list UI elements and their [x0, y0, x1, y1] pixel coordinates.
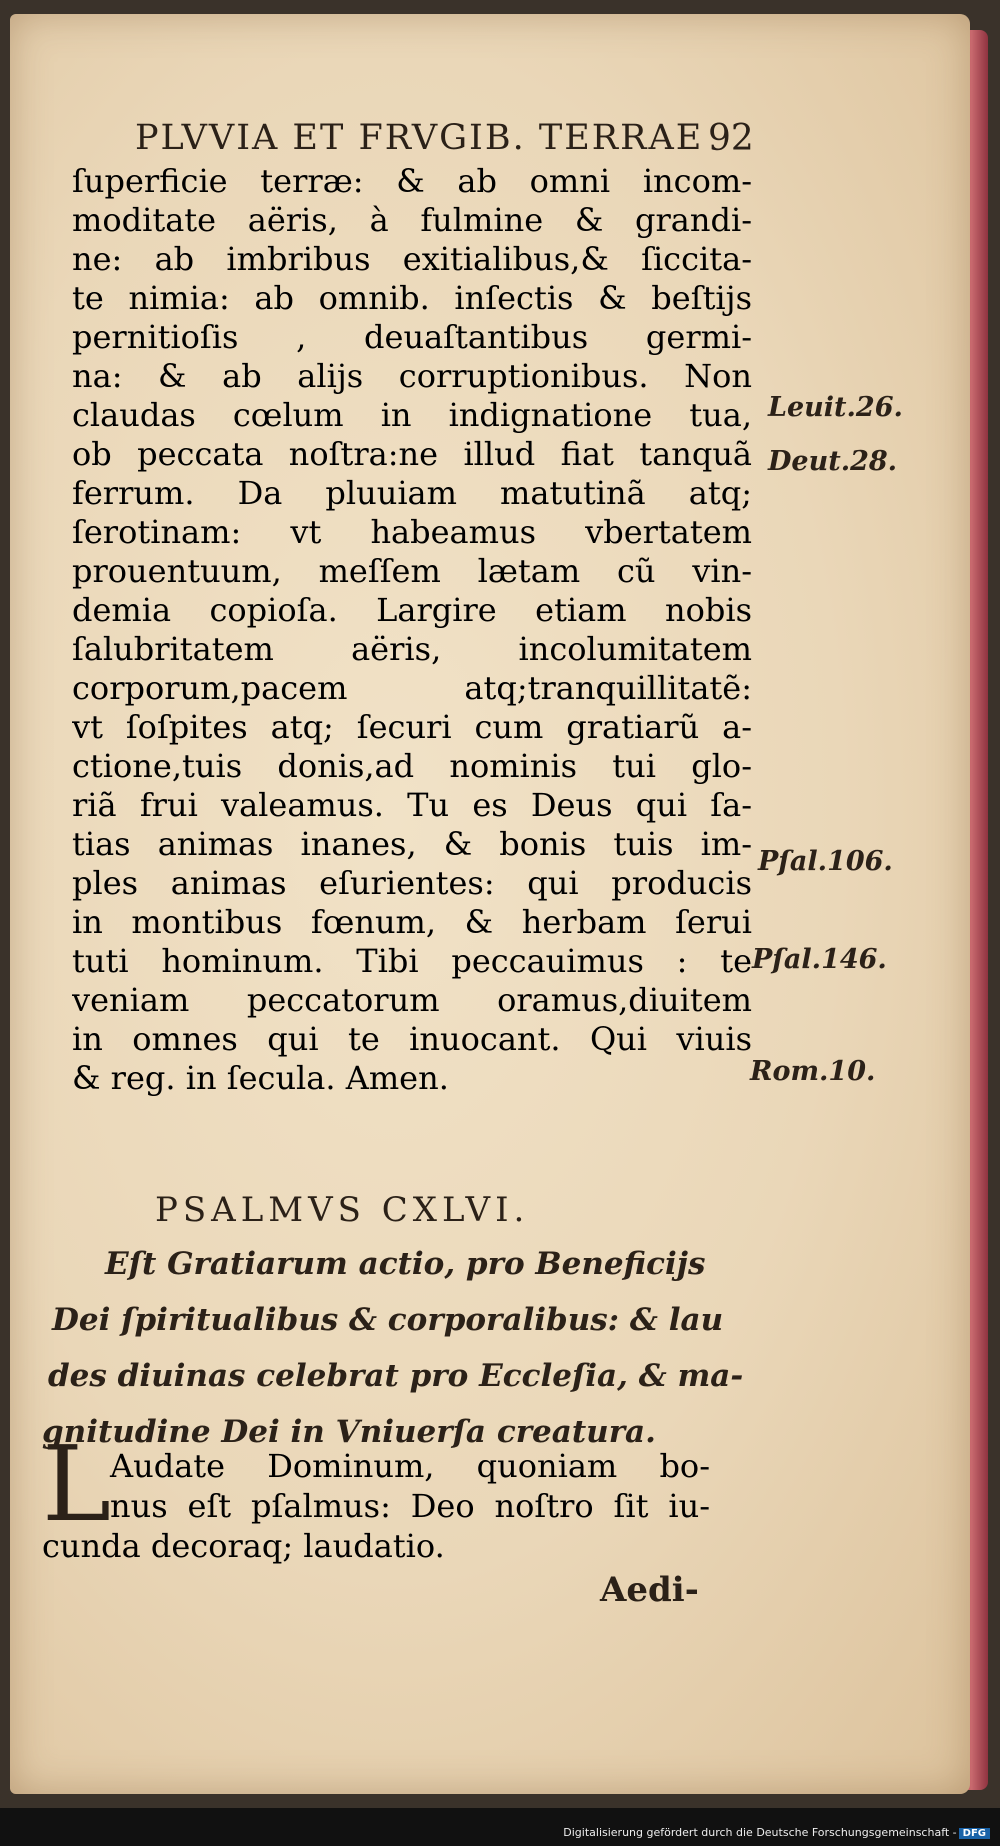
- margin-note-rom: Rom.10.: [750, 1056, 876, 1087]
- argument-line: des diuinas celebrat pro Eccleſia, & ma-: [48, 1358, 744, 1394]
- psalm-line: Audate Dominum, quoniam bo-: [110, 1447, 710, 1485]
- body-line: te nimia: ab omnib. inſectis & beſtijs: [72, 279, 752, 317]
- margin-note-leuit: Leuit.26.: [768, 392, 903, 423]
- body-line: pernitioſis , deuaſtantibus germi-: [72, 318, 752, 356]
- body-line: in omnes qui te inuocant. Qui viuis: [72, 1020, 752, 1058]
- body-line: ferrum. Da pluuiam matutinã atq;: [72, 474, 752, 512]
- body-line: demia copioſa. Largire etiam nobis: [72, 591, 752, 629]
- drop-cap: L: [42, 1423, 112, 1545]
- running-head: PLVVIA ET FRVGIB. TERRAE: [135, 118, 704, 158]
- body-line: claudas cœlum in indignatione tua,: [72, 396, 752, 434]
- psalm-line: nus eſt pſalmus: Deo noſtro ſit iu-: [110, 1487, 710, 1525]
- argument-line: Eſt Gratiarum actio, pro Beneficijs: [105, 1246, 706, 1282]
- body-line: riã frui valeamus. Tu es Deus qui ſa-: [72, 786, 752, 824]
- psalm-argument: [40, 1236, 744, 1460]
- body-line: ne: ab imbribus exitialibus,& ſiccita-: [72, 240, 752, 278]
- argument-line: Dei ſpiritualibus & corporalibus: & lau: [52, 1302, 724, 1338]
- body-line: ſuperficie terræ: & ab omni incom-: [72, 162, 752, 200]
- credit-text: Digitalisierung gefördert durch die Deutsche Forschungsgemeinschaft -: [563, 1826, 957, 1839]
- digitization-credit: [563, 1826, 990, 1839]
- margin-note-psal-106: Pſal.106.: [758, 846, 893, 877]
- psalm-line: cunda decoraq; laudatio.: [42, 1527, 445, 1565]
- body-line: vt ſoſpites atq; ſecuri cum gratiarũ a-: [72, 708, 752, 746]
- body-line: ſalubritatem aëris, incolumitatem: [72, 630, 752, 668]
- body-line: moditate aëris, à fulmine & grandi-: [72, 201, 752, 239]
- psalm-title: PSALMVS CXLVI.: [155, 1190, 530, 1230]
- catchword: Aedi-: [600, 1570, 699, 1610]
- argument-line: gnitudine Dei in Vniuerſa creatura.: [42, 1414, 656, 1450]
- body-line: ples animas eſurientes: qui producis: [72, 864, 752, 902]
- body-line: tias animas inanes, & bonis tuis im-: [72, 825, 752, 863]
- dfg-logo: DFG: [959, 1828, 990, 1839]
- body-line: & reg. in ſecula. Amen.: [72, 1059, 449, 1097]
- body-line: tuti hominum. Tibi peccauimus : te: [72, 942, 752, 980]
- page-number: 92: [708, 118, 754, 159]
- body-line: prouentuum, meſſem lætam cũ vin-: [72, 552, 752, 590]
- body-line: na: & ab alijs corruptionibus. Non: [72, 357, 752, 395]
- body-line: corporum,pacem atq;tranquillitatẽ:: [72, 669, 752, 707]
- margin-note-deut: Deut.28.: [768, 446, 898, 477]
- body-line: ſerotinam: vt habeamus vbertatem: [72, 513, 752, 551]
- psalm-text: [42, 1446, 710, 1566]
- body-line: veniam peccatorum oramus,diuitem: [72, 981, 752, 1019]
- body-text: [72, 162, 752, 1098]
- body-line: in montibus fœnum, & herbam ſerui: [72, 903, 752, 941]
- margin-note-psal-146: Pſal.146.: [752, 944, 887, 975]
- body-line: ctione,tuis donis,ad nominis tui glo-: [72, 747, 752, 785]
- body-line: ob peccata noſtra:ne illud fiat tanquã: [72, 435, 752, 473]
